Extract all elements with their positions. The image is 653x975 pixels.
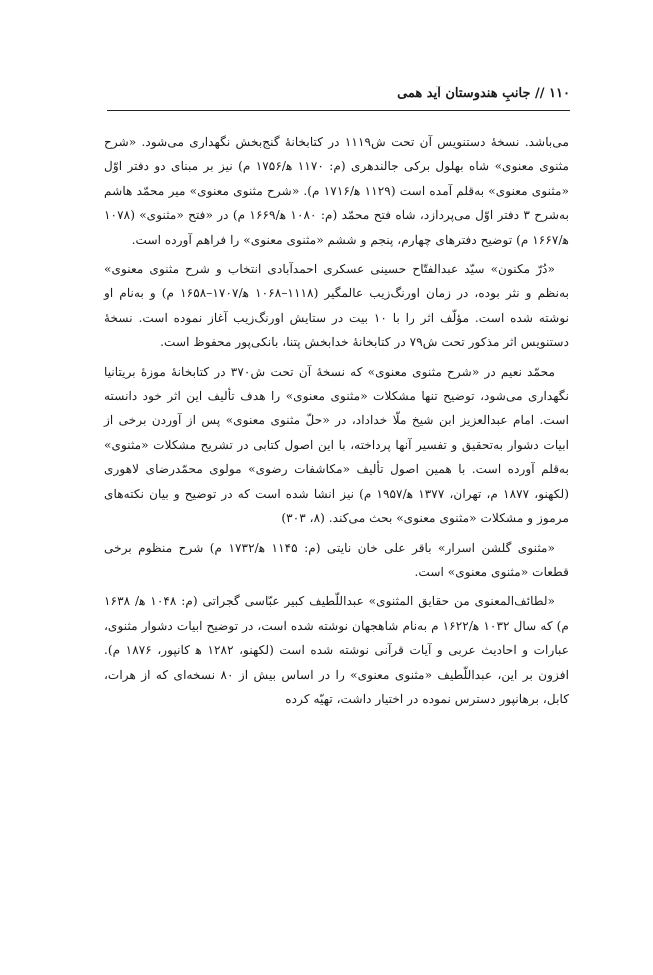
running-head: ۱۱۰ // جانبِ هندوستان آید همی xyxy=(397,86,570,101)
paragraph-3: محمّد نعیم در «شرح مثنوی معنوی» که نسخهٔ آن تحت ش۳۷۰ در کتابخانهٔ موزهٔ بریتانیا نگهداری می‌شود، توضیح تنها مشکلات «مثنوی معنوی» را هدف تألیف این اثر خود دانسته است. امام عبدالعزیز ابن شیخ ملّا خداداد، در «حلّ مثنوی معنوی» پس از آوردن برخی از ابیات دشوار به‌تحقیق و تفسیر آنها پرداخته، با این اصول کتابی در تشریح مشکلات «مثنوی» به‌قلم آورده است. با همین اصول تألیف «مکاشفات رضوی» مولوی محمّدرضای لاهوری (لکهنو، ۱۸۷۷ م، تهران، ۱۳۷۷ ه‍/۱۹۵۷ م) نیز انشا شده است که در توضیح و بیان نکته‌های مرموز و مشکلات «مثنوی معنوی» بحث می‌کند. (۸، ۳۰۳) xyxy=(104,364,569,526)
paragraph-5: «لطائف‌المعنوی من حقایق المثنوی» عبداللّطیف کبیر عبّاسی گجراتی (م: ۱۰۴۸ ه‍/ ۱۶۳۸ م) که سال ۱۰۳۲ ه‍/۱۶۲۲ م به‌نام شاهجهان نوشته شده است، در توضیح ابیات دشوار مثنوی، عبارات و احادیث عربی و آیات قرآنی نوشته شده است (لکهنو، ۱۲۸۲ ه‍ کانپور، ۱۸۷۶ م). افزون بر این، عبداللّطیف «مثنوی معنوی» را در اساس بیش از ۸۰ نسخه‌ای که از هرات، کابل، برهانپور دسترس نموده در اختیار داشت، تهیّه کرده xyxy=(104,594,569,706)
paragraph-1: می‌باشد. نسخهٔ دستنویس آن تحت ش۱۱۱۹ در کتابخانهٔ گنج‌بخش نگهداری می‌شود. «شرح مثنوی معنوی» شاه بهلول برکی جالندهری (م: ۱۱۷۰ ه‍/۱۷۵۶ م) نیز بر مبنای دو دفتر اوّل «مثنوی معنوی» به‌قلم آمده است (۱۱۲۹ ه‍/۱۷۱۶ م). «شرح مثنوی معنوی» میر محمّد هاشم به‌شرح ۳ دفتر اوّل می‌پردازد، شاه فتح محمّد (م: ۱۰۸۰ ه‍/۱۶۶۹ م) در «فتح «مثنوی» (۱۰۷۸ ه‍/۱۶۶۷ م) توضیح دفترهای چهارم، پنجم و ششم «مثنوی معنوی» را فراهم آورده است. xyxy=(104,135,569,247)
body-text xyxy=(104,130,569,716)
paragraph-2: «دُرّ مکنون» سیّد عبدالفتّاح حسینی عسکری احمدآبادی انتخاب و شرح مثنوی معنوی» به‌نظم و نثر بوده، در زمان اورنگ‌زیب عالمگیر (۱۱۱۸–۱۰۶۸ ه‍/۱۷۰۷–۱۶۵۸ م) و به‌نام او نوشته شده است. مؤلّف اثر را با ۱۰ بیت در ستایش اورنگ‌زیب آغاز نموده است. نسخهٔ دستنویس اثر مذکور تحت ش۷۹ در کتابخانهٔ خدابخش پتنا، بانکی‌پور محفوظ است. xyxy=(104,262,570,350)
header-rule xyxy=(107,110,570,111)
paragraph-4: «مثنوی گلشن اسرار» باقر علی خان نایتی (م: ۱۱۴۵ ه‍/۱۷۳۲ م) شرح منظوم برخی قطعات «مثنوی معنوی» است. xyxy=(104,540,569,579)
